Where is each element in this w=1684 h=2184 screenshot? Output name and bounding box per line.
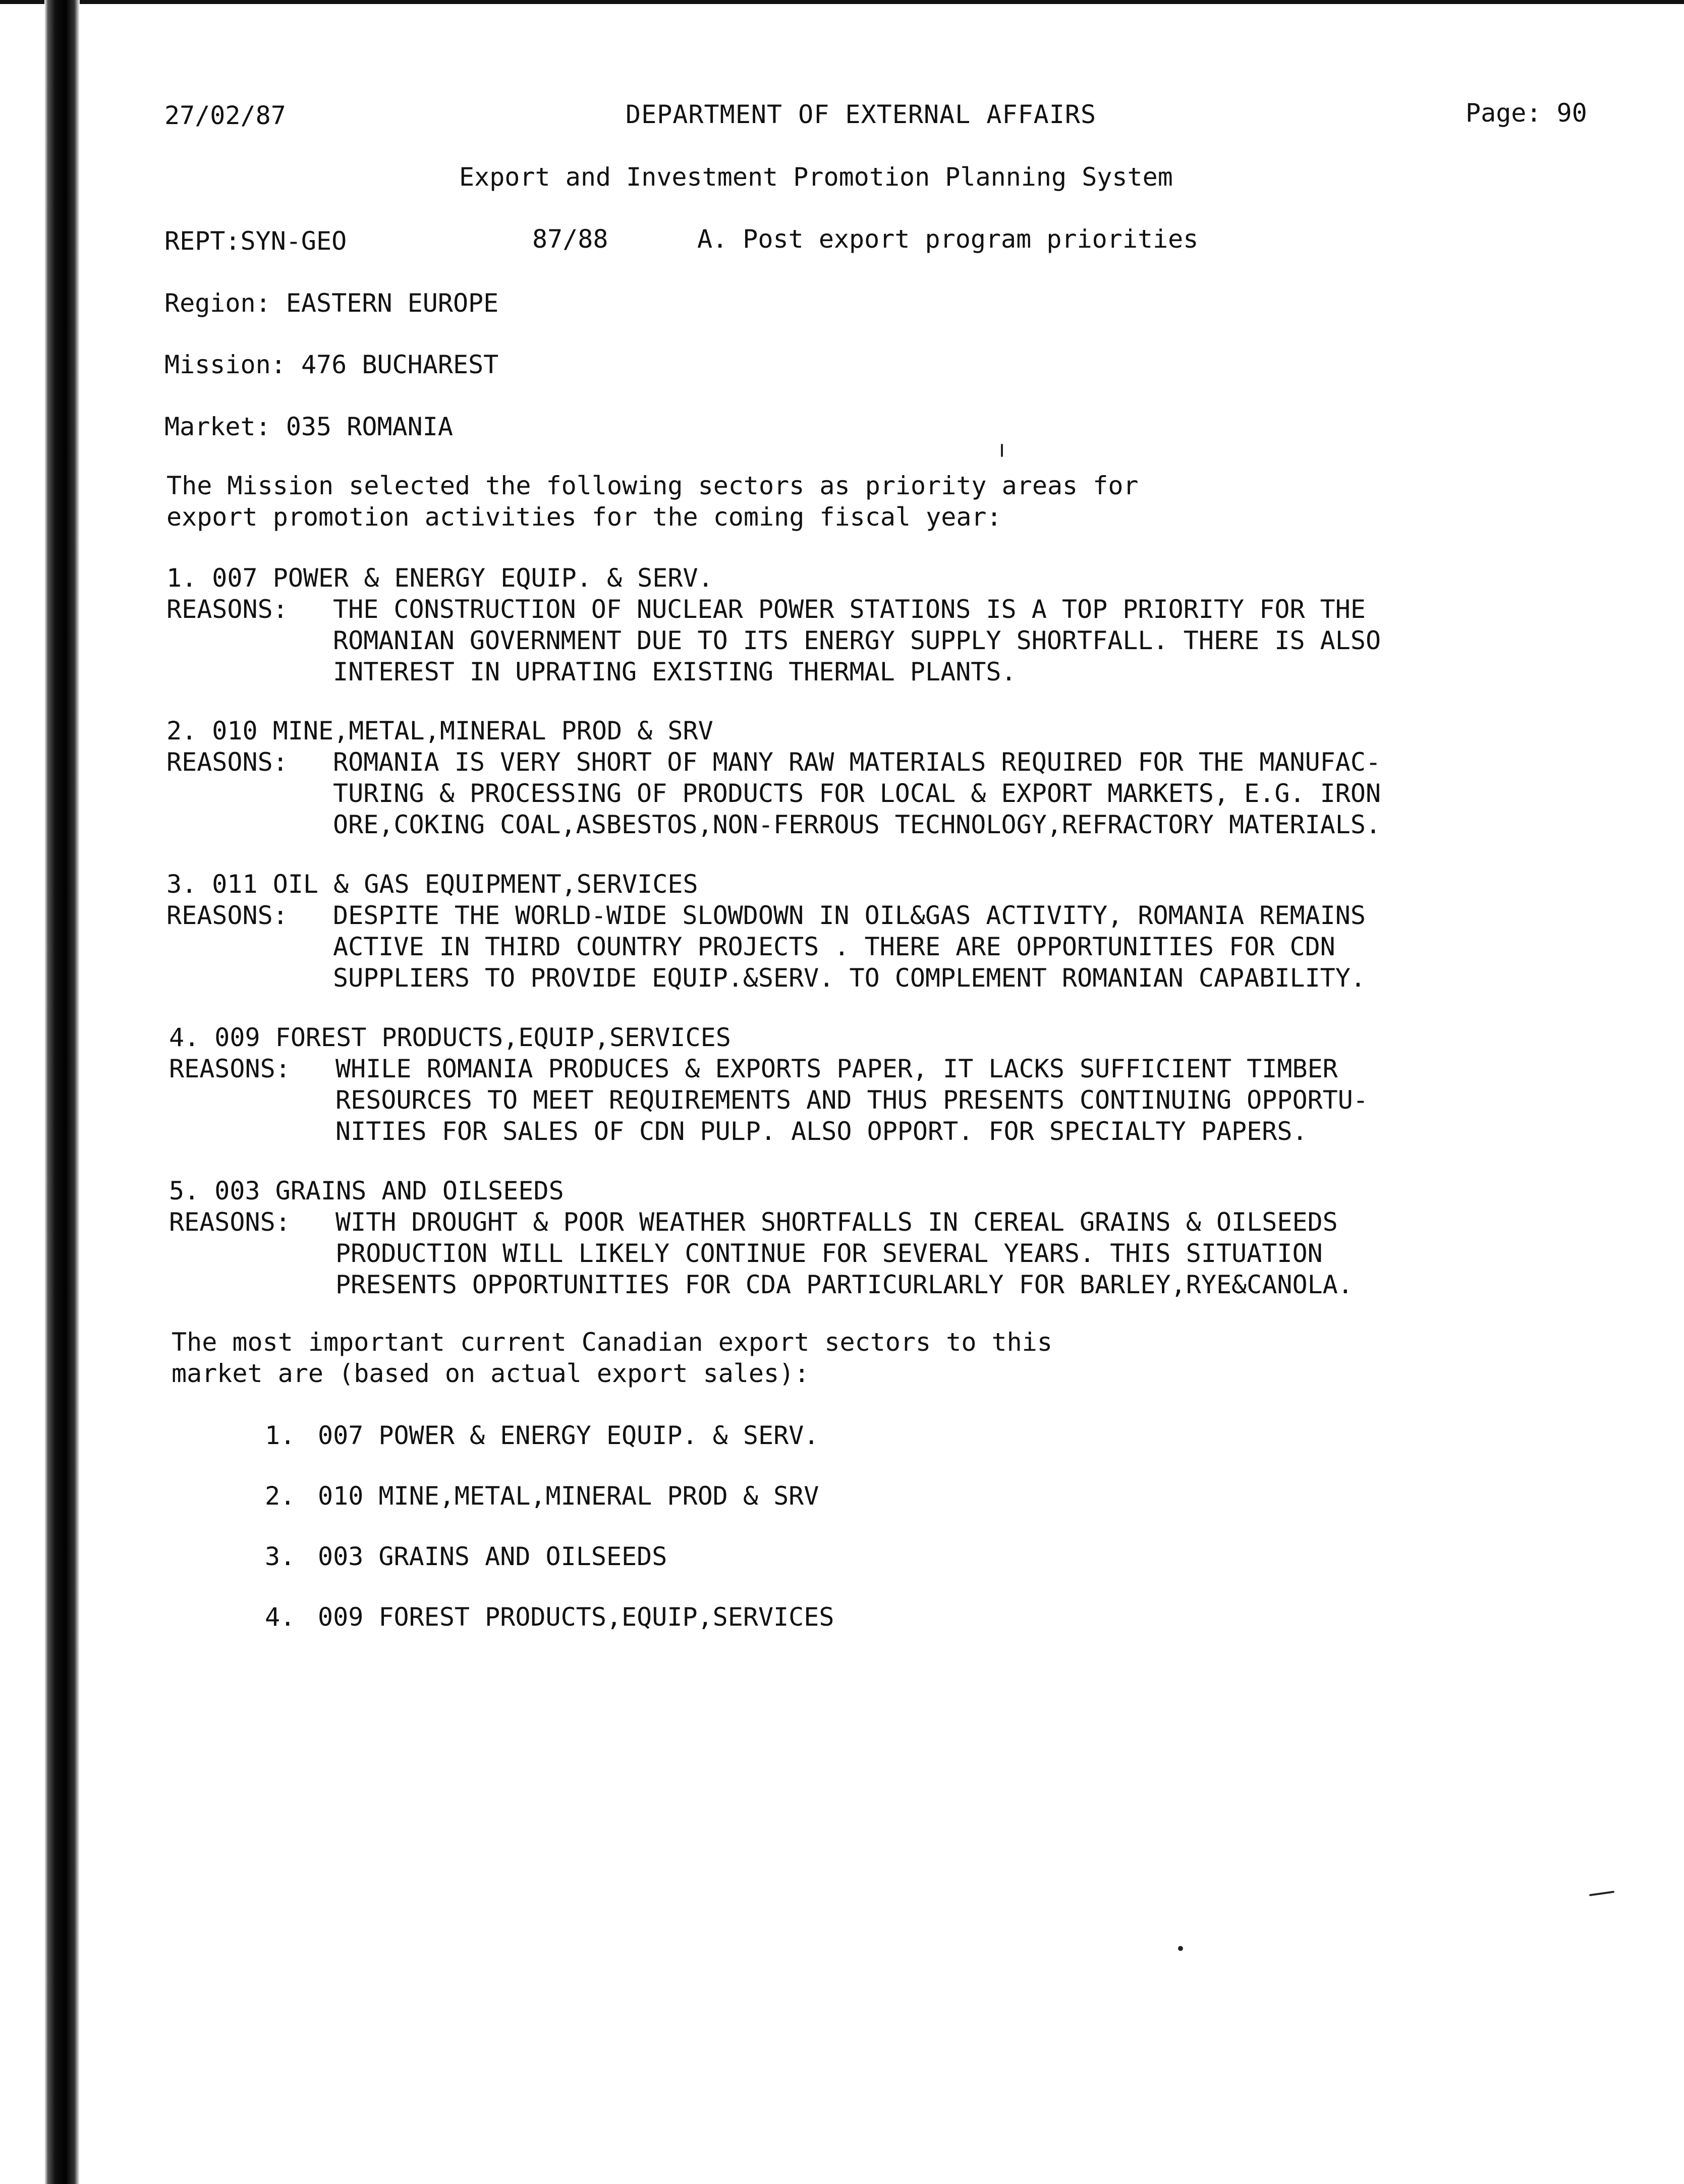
reasons-label: REASONS: [166,595,288,624]
region-line [164,288,498,319]
reasons-label: REASONS: [169,1208,291,1237]
sector-title: 4. 009 FOREST PRODUCTS,EQUIP,SERVICES [169,1023,731,1052]
list-item-number: 3. [265,1542,296,1571]
scan-mark [1001,444,1003,457]
mission-label: Mission: [164,350,286,379]
list-item-text: 007 POWER & ENERGY EQUIP. & SERV. [318,1421,819,1450]
reasons-text: WHILE ROMANIA PRODUCES & EXPORTS PAPER, IT LACKS SUFFICIENT TIMBER RESOURCES TO MEET REQUIREMENTS AND THUS PRESENTS CONTINUING OPPORTU- NITIES FOR SALES OF CDN PULP. ALSO OPPORT. FOR SPECIALTY PAPERS. [335,1054,1368,1146]
current-sectors-list [265,1420,834,1662]
reasons-text: ROMANIA IS VERY SHORT OF MANY RAW MATERIALS REQUIRED FOR THE MANUFAC- TURING & PROCESSING OF PRODUCTS FOR LOCAL & EXPORT MARKETS, E.G. IRON ORE,COKING COAL,ASBESTOS,NON-FERROUS TECHNOLOGY,REFRACTORY MATERIALS. [333,748,1381,839]
list-item [265,1541,834,1572]
list-item-text: 009 FOREST PRODUCTS,EQUIP,SERVICES [318,1602,834,1632]
page-indicator [1466,97,1587,129]
reasons-text: THE CONSTRUCTION OF NUCLEAR POWER STATIONS IS A TOP PRIORITY FOR THE ROMANIAN GOVERNMENT DUE TO ITS ENERGY SUPPLY SHORTFALL. THERE IS ALSO INTEREST IN UPRATING EXISTING THERMAL PLANTS. [333,595,1381,686]
report-date: 27/02/87 [164,101,286,130]
list-item-number: 1. [265,1421,296,1450]
reasons-row [166,900,1619,994]
mission-line [164,349,498,380]
reasons-row [166,594,1619,687]
current-sectors-intro: The most important current Canadian export sectors to this market are (based on actual export sales): [172,1328,1052,1388]
system-title: Export and Investment Promotion Planning System [459,162,1173,192]
report-section: A. Post export program priorities [697,224,1199,254]
page-label: Page: [1466,98,1542,128]
list-item [265,1480,834,1512]
sector-title: 5. 003 GRAINS AND OILSEEDS [169,1176,564,1205]
reasons-row [169,1206,1622,1300]
scan-mark [1589,1891,1614,1896]
report-code: REPT:SYN-GEO [164,226,347,256]
sector-title: 1. 007 POWER & ENERGY EQUIP. & SERV. [166,563,713,593]
reasons-row [166,746,1619,840]
region-label: Region: [164,289,271,318]
sector-block [166,869,1619,994]
reasons-label: REASONS: [166,901,288,930]
sector-block [166,715,1619,840]
list-item-text: 003 GRAINS AND OILSEEDS [318,1542,667,1571]
sector-title: 2. 010 MINE,METAL,MINERAL PROD & SRV [166,716,713,745]
list-item [265,1601,834,1633]
list-item-number: 4. [265,1602,296,1632]
sector-block [166,562,1619,687]
reasons-row [169,1053,1622,1147]
mission-value: 476 BUCHAREST [301,350,499,379]
sector-block [169,1175,1622,1300]
department-name: DEPARTMENT OF EXTERNAL AFFAIRS [626,100,1097,129]
reasons-text: DESPITE THE WORLD-WIDE SLOWDOWN IN OIL&GAS ACTIVITY, ROMANIA REMAINS ACTIVE IN THIRD COUNTRY PROJECTS . THERE ARE OPPORTUNITIES FOR CDN SUPPLIERS TO PROVIDE EQUIP.&SERV. TO COMPLEMENT ROMANIAN CAPABILITY. [333,901,1366,993]
page-number: 90 [1556,98,1587,128]
market-line [164,411,453,442]
intro-paragraph: The Mission selected the following sectors as priority areas for export promotion activities for the coming fiscal year: [166,471,1139,532]
region-value: EASTERN EUROPE [286,289,499,318]
list-item-text: 010 MINE,METAL,MINERAL PROD & SRV [318,1481,819,1511]
reasons-text: WITH DROUGHT & POOR WEATHER SHORTFALLS IN CEREAL GRAINS & OILSEEDS PRODUCTION WILL LIKELY CONTINUE FOR SEVERAL YEARS. THIS SITUATION PRESENTS OPPORTUNITIES FOR CDA PARTICURLARLY FOR BARLEY,RYE&CANOLA. [335,1208,1353,1299]
reasons-label: REASONS: [169,1054,291,1083]
reasons-label: REASONS: [166,748,288,777]
report-period: 87/88 [532,224,608,254]
market-label: Market: [164,412,271,441]
list-item [265,1420,834,1451]
list-item-number: 2. [265,1481,296,1511]
scan-speck [1178,1946,1183,1951]
market-value: 035 ROMANIA [286,412,453,441]
sector-block [169,1022,1622,1147]
sector-title: 3. 011 OIL & GAS EQUIPMENT,SERVICES [166,870,698,899]
